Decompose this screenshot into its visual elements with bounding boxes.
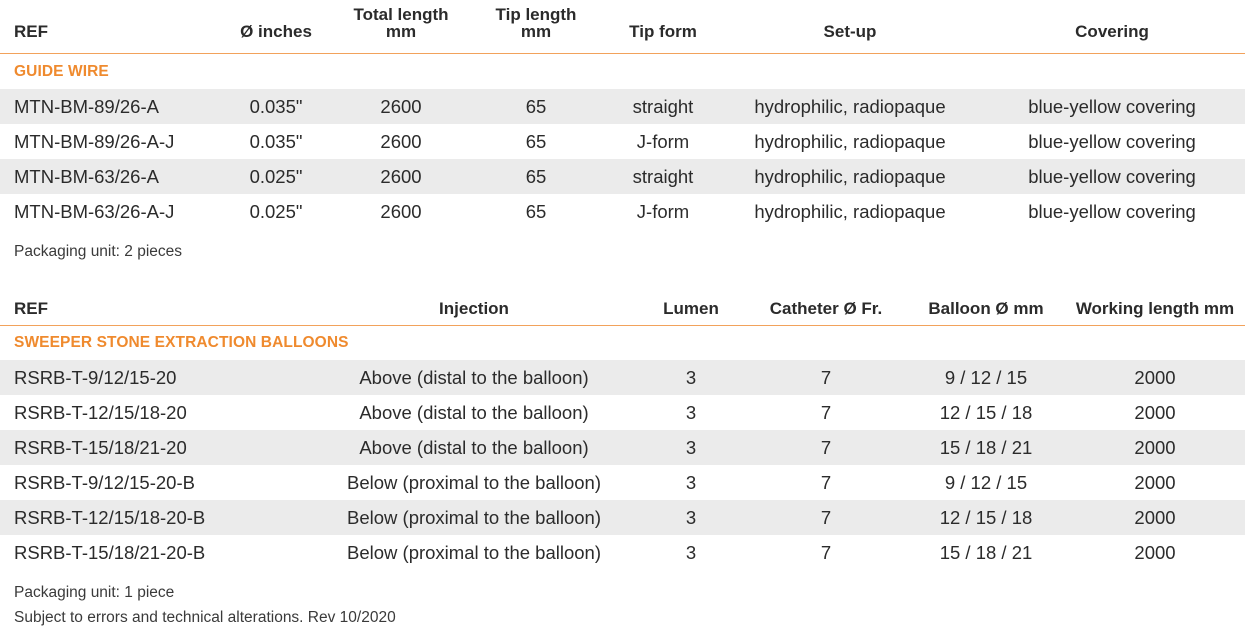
cell-diameter: 0.025": [249, 201, 303, 222]
cell-balloon: 15 / 18 / 21: [939, 542, 1033, 563]
cell-ref: MTN-BM-89/26-A: [14, 96, 159, 117]
cell-setup: hydrophilic, radiopaque: [754, 131, 946, 152]
cell-catheter: 7: [820, 437, 832, 458]
cell-injection: Above (distal to the balloon): [359, 402, 589, 423]
cell-balloon: 9 / 12 / 15: [944, 472, 1028, 493]
cell-working-length: 2000: [1134, 402, 1176, 423]
header-tip-length: Tip length mm: [495, 5, 577, 41]
cell-total-length: 2600: [380, 166, 422, 187]
balloon-rows: [0, 360, 1245, 570]
cell-ref: RSRB-T-15/18/21-20: [14, 437, 187, 458]
balloon-table: [0, 286, 1245, 570]
cell-injection: Below (proximal to the balloon): [347, 472, 601, 493]
guide-wire-table: [0, 0, 1245, 229]
cell-balloon: 12 / 15 / 18: [939, 402, 1033, 423]
cell-working-length: 2000: [1134, 437, 1176, 458]
cell-tip-form: straight: [632, 166, 694, 187]
cell-covering: blue-yellow covering: [1028, 96, 1196, 117]
guide-wire-table-header: [0, 0, 1245, 54]
cell-tip-form: J-form: [636, 201, 690, 222]
header-diameter: Ø inches: [240, 22, 312, 41]
cell-lumen: 3: [685, 472, 697, 493]
cell-total-length: 2600: [380, 96, 422, 117]
header-tip-form: Tip form: [629, 22, 697, 41]
cell-catheter: 7: [820, 367, 832, 388]
table-row: [0, 430, 1245, 465]
cell-balloon: 9 / 12 / 15: [944, 367, 1028, 388]
header-working-length: Working length mm: [1075, 299, 1235, 318]
cell-setup: hydrophilic, radiopaque: [754, 166, 946, 187]
table-row: [0, 89, 1245, 124]
cell-ref: MTN-BM-89/26-A-J: [14, 131, 175, 152]
cell-ref: RSRB-T-12/15/18-20-B: [14, 507, 206, 528]
cell-tip-length: 65: [525, 166, 547, 187]
cell-ref: RSRB-T-9/12/15-20-B: [14, 472, 195, 493]
cell-covering: blue-yellow covering: [1028, 131, 1196, 152]
table-row: [0, 159, 1245, 194]
section-title-guide-wire: GUIDE WIRE: [14, 63, 109, 80]
cell-tip-length: 65: [525, 96, 547, 117]
balloon-table-header: [0, 286, 1245, 326]
cell-catheter: 7: [820, 542, 832, 563]
cell-tip-length: 65: [525, 201, 547, 222]
packaging-note-guide-wire: Packaging unit: 2 pieces: [14, 243, 183, 260]
table-row: [0, 465, 1245, 500]
cell-catheter: 7: [820, 507, 832, 528]
cell-ref: MTN-BM-63/26-A-J: [14, 201, 175, 222]
header-catheter: Catheter Ø Fr.: [769, 299, 883, 318]
cell-ref: RSRB-T-15/18/21-20-B: [14, 542, 206, 563]
cell-working-length: 2000: [1134, 542, 1176, 563]
cell-covering: blue-yellow covering: [1028, 166, 1196, 187]
table-row: [0, 124, 1245, 159]
cell-working-length: 2000: [1134, 367, 1176, 388]
cell-injection: Below (proximal to the balloon): [347, 542, 601, 563]
cell-balloon: 15 / 18 / 21: [939, 437, 1033, 458]
cell-setup: hydrophilic, radiopaque: [754, 201, 946, 222]
cell-lumen: 3: [685, 402, 697, 423]
cell-injection: Below (proximal to the balloon): [347, 507, 601, 528]
cell-tip-length: 65: [525, 131, 547, 152]
header-injection: Injection: [439, 299, 509, 318]
cell-covering: blue-yellow covering: [1028, 201, 1196, 222]
cell-ref: RSRB-T-12/15/18-20: [14, 402, 187, 423]
cell-lumen: 3: [685, 542, 697, 563]
cell-balloon: 12 / 15 / 18: [939, 507, 1033, 528]
cell-injection: Above (distal to the balloon): [359, 367, 589, 388]
header-total-length: Total length mm: [353, 5, 449, 41]
header-ref: REF: [14, 22, 48, 41]
cell-total-length: 2600: [380, 201, 422, 222]
cell-setup: hydrophilic, radiopaque: [754, 96, 946, 117]
cell-ref: MTN-BM-63/26-A: [14, 166, 159, 187]
footer-note: Subject to errors and technical alterations. Rev 10/2020: [14, 609, 396, 626]
cell-diameter: 0.025": [249, 166, 303, 187]
table-row: [0, 500, 1245, 535]
cell-tip-form: J-form: [636, 131, 690, 152]
packaging-note-balloons: Packaging unit: 1 piece: [14, 584, 175, 601]
guide-wire-rows: [0, 89, 1245, 229]
header-setup: Set-up: [823, 22, 877, 41]
table-row: [0, 360, 1245, 395]
header-lumen: Lumen: [663, 299, 719, 318]
header-balloon: Balloon Ø mm: [928, 299, 1044, 318]
cell-lumen: 3: [685, 437, 697, 458]
cell-catheter: 7: [820, 472, 832, 493]
cell-working-length: 2000: [1134, 472, 1176, 493]
cell-injection: Above (distal to the balloon): [359, 437, 589, 458]
section-title-balloons: SWEEPER STONE EXTRACTION BALLOONS: [14, 334, 349, 351]
table-row: [0, 194, 1245, 229]
cell-tip-form: straight: [632, 96, 694, 117]
cell-working-length: 2000: [1134, 507, 1176, 528]
header-ref: REF: [14, 299, 48, 318]
cell-lumen: 3: [685, 507, 697, 528]
table-row: [0, 535, 1245, 570]
header-covering: Covering: [1075, 22, 1149, 41]
cell-diameter: 0.035": [249, 131, 303, 152]
cell-diameter: 0.035": [249, 96, 303, 117]
cell-lumen: 3: [685, 367, 697, 388]
table-row: [0, 395, 1245, 430]
cell-ref: RSRB-T-9/12/15-20: [14, 367, 177, 388]
cell-catheter: 7: [820, 402, 832, 423]
cell-total-length: 2600: [380, 131, 422, 152]
